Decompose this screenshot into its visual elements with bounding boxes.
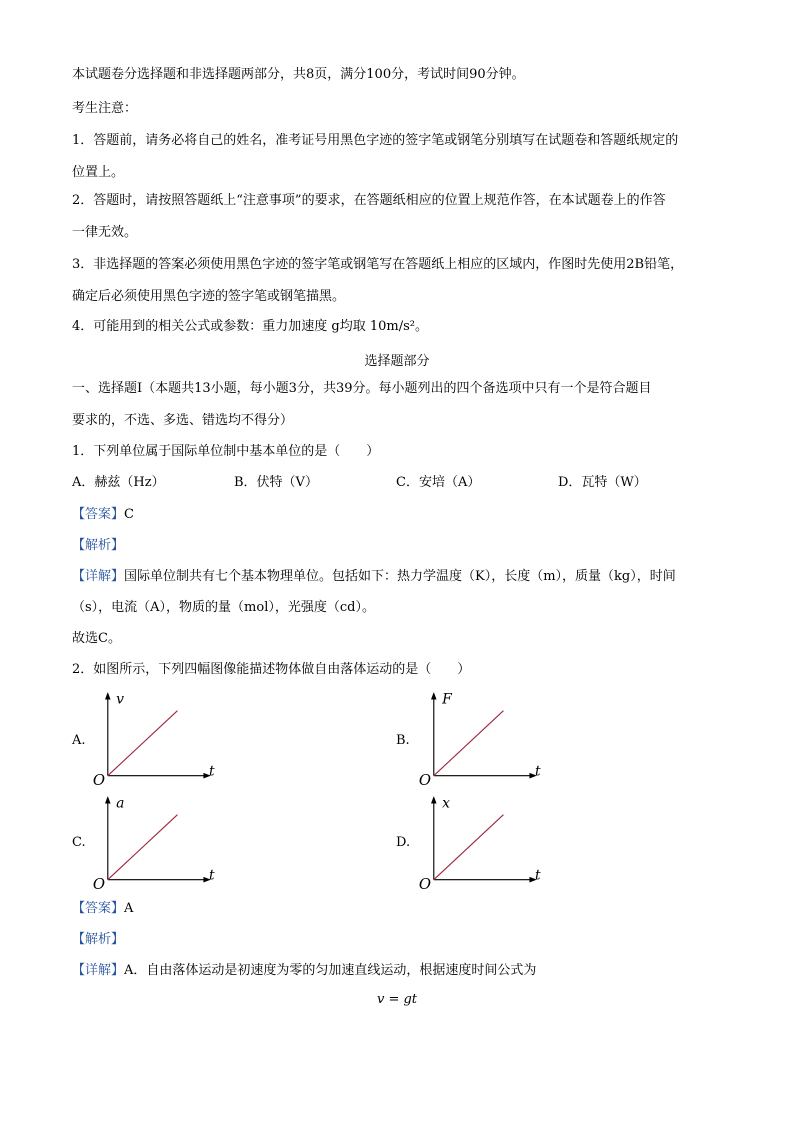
graph-d-label: D. xyxy=(396,835,411,850)
graph-a xyxy=(92,684,222,794)
graph-a-label: A. xyxy=(72,733,86,748)
q1-answer xyxy=(72,506,134,524)
detail-text: 国际单位制共有七个基本物理单位。包括如下：热力学温度（K），长度（m），质量（kg），时间 xyxy=(124,569,676,584)
graph-c-origin: O xyxy=(92,874,106,893)
q1-option-a: A．赫兹（Hz） xyxy=(72,475,165,490)
detail-tag: 【详解】 xyxy=(72,569,125,584)
q2-formula: v = gt xyxy=(376,992,418,1007)
q1-option-d: D．瓦特（W） xyxy=(558,475,647,490)
graph-a-origin: O xyxy=(92,770,106,789)
graph-a-x-label: t xyxy=(209,763,215,780)
graph-c-label: C. xyxy=(72,835,86,850)
q1-stem: 1．下列单位属于国际单位制中基本单位的是（ ） xyxy=(72,444,380,459)
notice-line-1: 1．答题前，请务必将自己的姓名，准考证号用黑色字迹的签字笔或钢笔分别填写在试题卷和答题纸规定的 xyxy=(72,133,679,148)
section-desc-2: 要求的，不选、多选、错选均不得分） xyxy=(72,413,294,428)
graph-c-y-label: a xyxy=(116,795,125,812)
q1-conclusion: 故选C。 xyxy=(72,631,121,646)
graph-b-y-label: F xyxy=(442,691,452,708)
graph-a-y-label: v xyxy=(116,691,125,708)
q1-detail-1 xyxy=(72,568,676,586)
answer-value: A xyxy=(124,901,134,916)
answer-value: C xyxy=(124,507,134,522)
analysis-tag: 【解析】 xyxy=(72,932,125,947)
graph-b-label: B. xyxy=(396,733,410,748)
notice-line-3: 2．答题时，请按照答题纸上“注意事项”的要求，在答题纸相应的位置上规范作答，在本试题卷上的作答 xyxy=(72,193,666,208)
intro-text: 本试题卷分选择题和非选择题两部分，共8页，满分100分，考试时间90分钟。 xyxy=(72,67,525,82)
answer-tag: 【答案】 xyxy=(72,507,125,522)
graph-c xyxy=(92,788,222,898)
graph-b-x-label: t xyxy=(535,763,541,780)
q2-stem: 2．如图所示，下列四幅图像能描述物体做自由落体运动的是（ ） xyxy=(72,662,471,677)
detail-tag: 【详解】 xyxy=(72,963,125,978)
section-title: 选择题部分 xyxy=(364,354,430,369)
graph-d-x-label: t xyxy=(535,867,541,884)
graph-d xyxy=(418,788,548,898)
notice-title: 考生注意： xyxy=(72,101,138,116)
graph-b-origin: O xyxy=(418,770,432,789)
q2-answer xyxy=(72,900,133,918)
graph-c-x-label: t xyxy=(209,867,215,884)
q1-option-b: B．伏特（V） xyxy=(234,475,318,490)
section-desc-1: 一、选择题Ⅰ（本题共13小题，每小题3分，共39分。每小题列出的四个备选项中只有一个是符合题目 xyxy=(72,381,652,396)
analysis-tag: 【解析】 xyxy=(72,538,125,553)
q1-detail-2: （s），电流（A），物质的量（mol），光强度（cd）。 xyxy=(72,600,375,615)
graph-d-origin: O xyxy=(418,874,432,893)
q2-analysis xyxy=(72,931,124,949)
notice-line-5: 3．非选择题的答案必须使用黑色字迹的签字笔或钢笔写在答题纸上相应的区域内，作图时先使用2B铅笔， xyxy=(72,257,684,272)
q1-analysis xyxy=(72,537,124,555)
answer-tag: 【答案】 xyxy=(72,901,125,916)
q1-option-c: C．安培（A） xyxy=(396,475,481,490)
notice-line-6: 确定后必须使用黑色字迹的签字笔或钢笔描黑。 xyxy=(72,289,346,304)
q2-detail xyxy=(72,962,536,980)
notice-line-2: 位置上。 xyxy=(72,165,125,180)
notice-line-7: 4．可能用到的相关公式或参数：重力加速度 g均取 10m/s²。 xyxy=(72,319,428,334)
graph-b xyxy=(418,684,548,794)
notice-line-4: 一律无效。 xyxy=(72,225,138,240)
detail-text: A．自由落体运动是初速度为零的匀加速直线运动，根据速度时间公式为 xyxy=(124,963,537,978)
graph-d-y-label: x xyxy=(442,795,450,812)
